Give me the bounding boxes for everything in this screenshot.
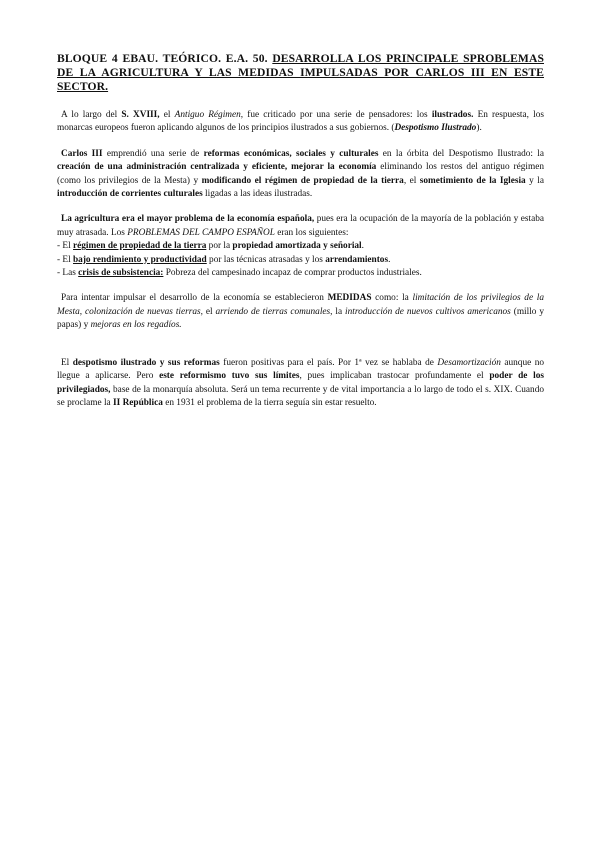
bold-text: modificando el régimen de propiedad de la tierra <box>201 175 404 186</box>
text: como: la <box>371 293 413 304</box>
bold-text: introducción de corrientes culturales <box>57 189 203 200</box>
bold-text: creación de una administración centralizada y eficiente, mejorar la economía <box>57 162 377 173</box>
title-prefix: BLOQUE 4 EBAU. TEÓRICO. E.A. 50. <box>57 52 273 65</box>
text: - El <box>57 241 74 252</box>
text: (millo y papas) y <box>57 306 545 331</box>
text: pues era la ocupación de la mayoría de la población y estaba muy atrasada. Los <box>57 214 544 238</box>
bold-text: MEDIDAS <box>327 293 372 304</box>
text: El <box>61 357 73 368</box>
text: emprendió una serie de <box>102 148 204 159</box>
paragraph-carlos-iii <box>57 148 544 202</box>
text: , pues implicaban trastocar profundamente el <box>299 371 490 382</box>
title-underlined: DESARROLLA LOS PRINCIPALE SPROBLEMAS DE LA AGRICULTURA Y LAS MEDIDAS IMPULSADAS POR CARLOS III EN ESTE SECTOR. <box>57 52 544 93</box>
bold-text: II República <box>113 397 163 408</box>
bold-text: La agricultura era el mayor problema de la economía española, <box>61 214 315 225</box>
text: - Las <box>57 268 79 279</box>
bold-underlined-text: bajo rendimiento y productividad <box>73 254 207 265</box>
bold-text: propiedad amortizada y señorial <box>232 241 362 252</box>
text: fue criticado por una serie de pensadores: los <box>243 110 432 120</box>
text: A lo largo del <box>61 110 122 120</box>
document-title <box>57 52 544 94</box>
text: Pobreza del campesinado incapaz de comprar productos industriales. <box>163 268 422 279</box>
paragraph-conclusion <box>57 357 544 411</box>
italic-text: Desamortización <box>437 357 501 368</box>
bold-text: este reformismo tuvo sus límites <box>159 371 300 382</box>
text: por las técnicas atrasadas y los <box>206 254 326 265</box>
bold-text: reformas económicas, sociales y culturales <box>203 148 379 159</box>
bold-text: S. XVIII, <box>121 110 160 120</box>
bold-text: despotismo ilustrado y sus reformas <box>72 357 220 368</box>
bold-text: ilustrados. <box>431 110 474 120</box>
italic-text: PROBLEMAS DEL CAMPO ESPAÑOL <box>127 227 275 238</box>
text: por la <box>206 241 233 252</box>
text: en la órbita del Despotismo Ilustrado: la <box>378 148 544 159</box>
text: en 1931 el problema de la tierra seguía sin estar resuelto. <box>162 397 377 408</box>
italic-text: introducción de nuevos cultivos americanos <box>345 306 511 317</box>
text: , la <box>330 306 346 317</box>
italic-text: mejoras en los regadíos. <box>90 320 182 331</box>
bold-text: sometimiento de la Iglesia <box>419 175 526 186</box>
bold-text: poder de los privilegiados, <box>57 371 544 395</box>
text: el <box>202 306 216 317</box>
paragraph-ilustrados <box>57 109 544 136</box>
italic-text: limitación de los privilegios de la Mesta, colonización de nuevas tierras, <box>57 293 544 317</box>
bold-text: Carlos III <box>61 148 103 159</box>
italic-text: Despotismo Ilustrado <box>394 123 477 134</box>
text: y la <box>525 175 545 186</box>
text: el <box>159 110 175 120</box>
text: fueron positivas para el país. Por 1ª vez se hablaba de <box>219 357 438 368</box>
bold-underlined-text: crisis de subsistencia: <box>78 268 164 279</box>
text: Para intentar impulsar el desarrollo de la economía se establecieron <box>61 293 328 304</box>
text: base de la monarquía absoluta. Será un tema recurrente y de vital importancia a lo largo de todo el s. XIX. Cuando se proclame la <box>57 384 544 408</box>
text: En respuesta, los monarcas europeos fueron aplicando algunos de los principios ilustrados a sus gobiernos. ( <box>57 110 544 134</box>
text: eliminando los restos del antiguo régimen (como los privilegios de la Mesta) y <box>57 162 544 186</box>
list-item <box>57 254 544 267</box>
paragraph-medidas <box>57 292 544 332</box>
italic-text: arriendo de tierras comunales <box>215 306 331 317</box>
text: - El <box>57 254 74 265</box>
text: . <box>361 241 364 252</box>
text: eran los siguientes: <box>274 227 349 238</box>
bold-underlined-text: régimen de propiedad de la tierra <box>73 241 207 252</box>
bold-text: arrendamientos <box>325 254 389 265</box>
paragraph-problemas <box>57 213 544 280</box>
list-item <box>57 240 544 253</box>
list-item <box>57 267 544 280</box>
text: ). <box>476 123 482 134</box>
text: , el <box>403 175 420 186</box>
text: . <box>388 254 391 265</box>
italic-text: Antiguo Régimen, <box>174 110 244 120</box>
text: ligadas a las ideas ilustradas. <box>202 189 313 200</box>
text: aunque no llegue a aplicarse. Pero <box>57 357 544 382</box>
